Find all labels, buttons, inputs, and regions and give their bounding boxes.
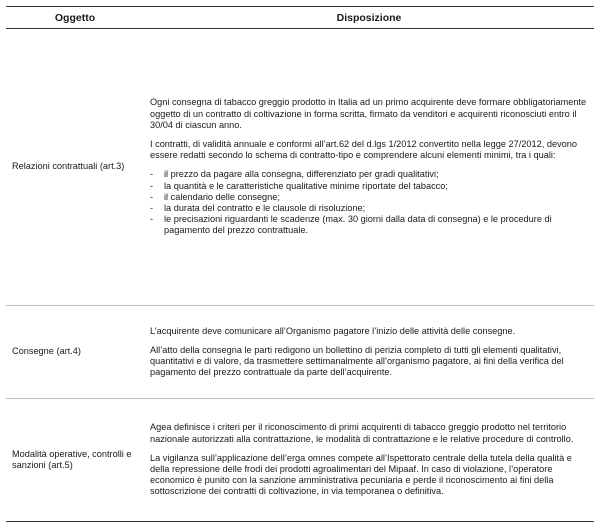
table-row (6, 29, 594, 306)
list-item-text: la quantità e le caratteristiche qualitative minime riportate del tabacco; (164, 180, 448, 191)
document (6, 6, 594, 522)
column-header-disposizione: Disposizione (144, 7, 594, 29)
bullet-marker: - (150, 203, 154, 213)
paragraph: La vigilanza sull’applicazione dell’erga omnes compete all’Ispettorato centrale della tutela della qualità e della repressione delle frodi dei prodotti agroalimentari del Mipaaf. In caso di violazione, l’operatore economico è punito con la sanzione amministrativa pecuniaria e perde il riconoscimento ai fini della sottoscrizione dei contratti di coltivazione, in via temporanea o definitiva. (150, 452, 572, 497)
paragraph: Ogni consegna di tabacco greggio prodotto in Italia ad un primo acquirente deve formare obbligatoriamente oggetto di un contratto di coltivazione in forma scritta, firmato da venditori e acquirenti riconosciuti entro il 30/04 di ciascun anno. (150, 97, 587, 130)
table-header (6, 7, 594, 29)
list-item-text: la durata del contratto e le clausole di risoluzione; (164, 203, 366, 213)
list-item (150, 181, 588, 192)
row-description (144, 399, 594, 522)
table-body (6, 29, 594, 522)
bullet-marker: - (150, 191, 154, 202)
row-description (144, 306, 594, 399)
regulation-table (6, 6, 594, 522)
bullet-marker: - (150, 214, 154, 225)
table-row (6, 399, 594, 522)
list-item (150, 214, 588, 236)
list-item (150, 192, 588, 203)
paragraph: I contratti, di validità annuale e conformi all’art.62 del d.lgs 1/2012 convertito nella legge 27/2012, devono essere redatti secondo lo schema di contratto-tipo e comprendere alcuni elementi minimi, tra i quali: (150, 138, 577, 161)
header-row (6, 7, 594, 29)
row-label: Relazioni contrattuali (art.3) (6, 29, 144, 306)
list-item-text: le precisazioni riguardanti le scadenze (max. 30 giorni dalla data di consegna) e le procedure di pagamento del prezzo contrattuale. (164, 214, 552, 236)
table-row (6, 306, 594, 399)
list-item (150, 169, 588, 180)
list-item (150, 203, 588, 214)
bullet-list (150, 169, 588, 236)
bullet-marker: - (150, 180, 154, 191)
row-description (144, 29, 594, 306)
paragraph: L’acquirente deve comunicare all’Organismo pagatore l’inizio delle attività delle consegne. (150, 325, 516, 336)
paragraph: All’atto della consegna le parti redigono un bollettino di perizia completo di tutti gli elementi qualitativi, quantitativi e di valore, da trasmettere settimanalmente all’organismo pagatore, ai fini della verifica del pagamento del prezzo contrattuale da parte dell’acquirente. (150, 344, 564, 378)
list-item-text: il prezzo da pagare alla consegna, differenziato per gradi qualitativi; (164, 169, 439, 180)
row-label: Consegne (art.4) (6, 306, 144, 399)
column-header-oggetto: Oggetto (6, 7, 144, 29)
bullet-marker: - (150, 169, 154, 180)
row-label: Modalità operative, controlli e sanzioni (art.5) (6, 399, 144, 522)
paragraph: Agea definisce i criteri per il riconoscimento di primi acquirenti di tabacco greggio prodotto nel territorio nazionale autorizzati alla contrattazione, le modalità di contrattazione e le relative procedure di controllo. (150, 422, 574, 444)
list-item-text: il calendario delle consegne; (164, 191, 280, 202)
